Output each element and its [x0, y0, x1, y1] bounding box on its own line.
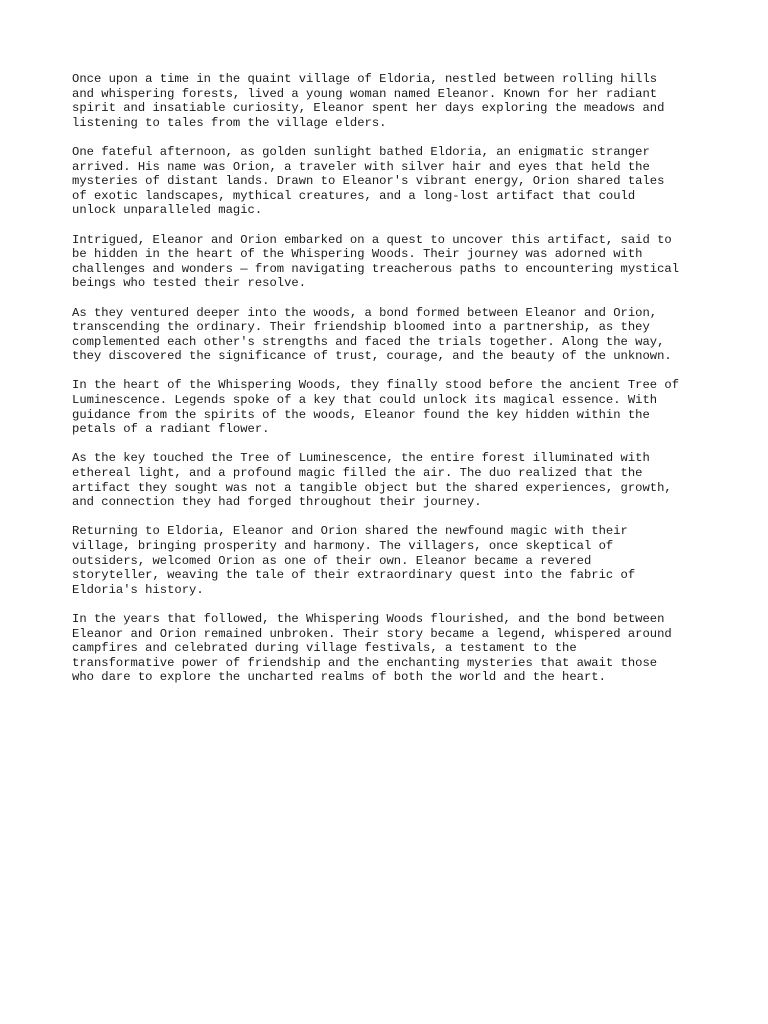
paragraph-2: One fateful afternoon, as golden sunlight bathed Eldoria, an enigmatic stranger arrived. His name was Orion, a traveler with silver hair and eyes that held the mysteries of distant lands. Drawn to Eleanor's vibrant energy, Orion shared tales of exotic landscapes, mythical creatures, and a long-lost artifact that could unlock unparalleled magic. — [72, 144, 665, 218]
paragraph-6: As the key touched the Tree of Luminescence, the entire forest illuminated with ethereal light, and a profound magic filled the air. The duo realized that the artifact they sought was not a tangible object but the shared experiences, growth, and connection they had forged throughout their journey. — [72, 451, 672, 510]
paragraph-7: Returning to Eldoria, Eleanor and Orion shared the newfound magic with their village, bringing prosperity and harmony. The villagers, once skeptical of outsiders, welcomed Orion as one of their own. Eleanor became a revered storyteller, weaving the tale of their extraordinary quest into the fabric of Eldoria's history. — [72, 524, 636, 597]
paragraph-5: In the heart of the Whispering Woods, they finally stood before the ancient Tree of Luminescence. Legends spoke of a key that could unlock its magical essence. With guidance from the spirits of the woods, Eleanor found the key hidden within the petals of a radiant flower. — [72, 378, 680, 437]
paragraph-4: As they ventured deeper into the woods, a bond formed between Eleanor and Orion, transcending the ordinary. Their friendship bloomed into a partnership, as they complemented each other's strengths and faced the trials together. Along the way, they discovered the significance of trust, courage, and the beauty of the unknown. — [72, 305, 672, 364]
document-page — [72, 72, 702, 700]
paragraph-1: Once upon a time in the quaint village of Eldoria, nestled between rolling hills and whispering forests, lived a young woman named Eleanor. Known for her radiant spirit and insatiable curiosity, Eleanor spent her days exploring the meadows and listening to tales from the village elders. — [72, 72, 665, 130]
paragraph-8: In the years that followed, the Whispering Woods flourished, and the bond between Eleanor and Orion remained unbroken. Their story became a legend, whispered around campfires and celebrated during village festivals, a testament to the transformative power of friendship and the enchanting mysteries that await those who dare to explore the uncharted realms of both the world and the heart. — [72, 611, 672, 685]
paragraph-3: Intrigued, Eleanor and Orion embarked on a quest to uncover this artifact, said to be hidden in the heart of the Whispering Woods. Their journey was adorned with challenges and wonders — from navigating treacherous paths to encountering mystical beings who tested their resolve. — [72, 232, 680, 291]
